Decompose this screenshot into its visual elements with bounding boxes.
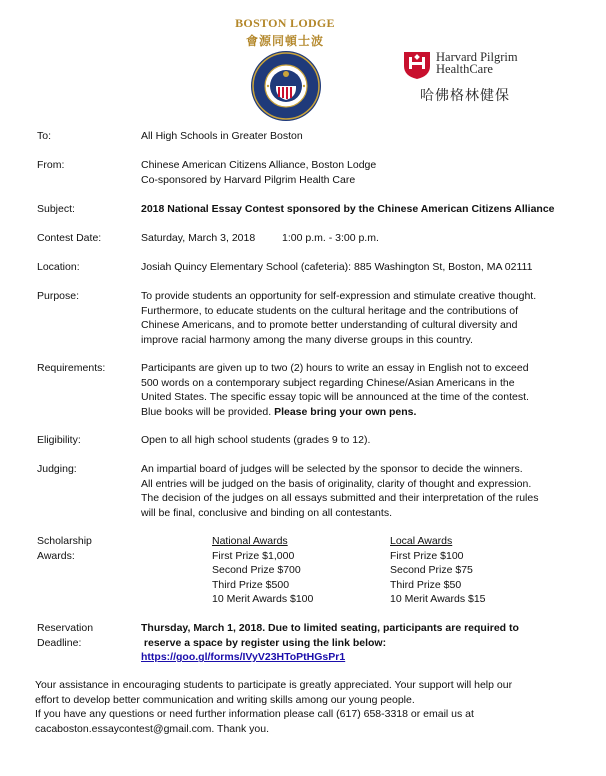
requirements-text [141, 361, 581, 419]
closing-line: If you have any questions or need further information please call (617) 658-3318 or email us at [35, 708, 474, 721]
judging-line: The decision of the judges on all essays submitted and their interpretation of the rules [141, 492, 539, 505]
scholarship-label-line1: Scholarship [37, 535, 92, 547]
local-awards-list [390, 534, 570, 607]
closing-line: effort to develop better communication and writing skills among our young people. [35, 693, 415, 706]
requirements-last-line [141, 405, 581, 420]
local-award-item: 10 Merit Awards $15 [390, 593, 486, 606]
national-award-item: Third Prize $500 [212, 578, 290, 591]
purpose-line: improve racial harmony among the many diverse groups in this country. [141, 333, 473, 346]
location-label: Location: [37, 261, 80, 273]
reservation-label [37, 621, 137, 650]
local-awards-heading: Local Awards [390, 535, 453, 547]
from-value [141, 158, 571, 187]
purpose-line: Furthermore, to educate students on the cultural heritage and the contributions of [141, 304, 519, 317]
subject-value: 2018 National Essay Contest sponsored by the Chinese American Citizens Alliance [141, 203, 555, 215]
judging-line: will be final, conclusive and binding on all contestants. [141, 506, 392, 519]
to-label: To: [37, 130, 52, 142]
contest-time: 1:00 p.m. - 3:00 p.m. [282, 232, 379, 244]
requirements-blue-books: Blue books will be provided. [141, 405, 275, 418]
to-value: All High Schools in Greater Boston [141, 130, 303, 142]
contest-date-value [141, 231, 571, 246]
local-award-item: Second Prize $75 [390, 564, 473, 577]
purpose-text [141, 289, 581, 347]
requirements-line: United States. The specific essay topic will be announced at the time of the contest. [141, 391, 529, 404]
location-value: Josiah Quincy Elementary School (cafeteria): 885 Washington St, Boston, MA 02111 [141, 261, 533, 273]
reservation-line-2: reserve a space by register using the link below: [141, 636, 387, 649]
registration-link[interactable]: https://goo.gl/forms/IVyV23HToPtHGsPr1 [141, 651, 346, 664]
lodge-chinese-name: 會源同頓士波 [245, 34, 324, 48]
requirements-pens-note: Please bring your own pens. [274, 405, 417, 418]
purpose-label: Purpose: [37, 290, 80, 302]
scholarship-label [37, 534, 137, 563]
cacа-seal-logo [250, 50, 322, 122]
national-award-item: First Prize $1,000 [212, 549, 295, 562]
local-award-item: Third Prize $50 [390, 578, 462, 591]
closing-paragraph [35, 678, 575, 736]
judging-line: An impartial board of judges will be selected by the sponsor to decide the winners. [141, 463, 523, 475]
judging-line: All entries will be judged on the basis of originality, clarity of thought and expression. [141, 477, 532, 490]
closing-line: Your assistance in encouraging students to participate is greatly appreciated. Your support will help our [35, 679, 513, 691]
judging-text [141, 462, 581, 520]
hp-line2: HealthCare [436, 62, 493, 76]
subject-label: Subject: [37, 203, 75, 215]
reservation-text [141, 621, 581, 665]
reservation-label-line1: Reservation [37, 622, 94, 634]
judging-label: Judging: [37, 463, 77, 475]
boston-lodge-header [220, 16, 350, 49]
national-award-item: Second Prize $700 [212, 564, 301, 577]
from-label: From: [37, 159, 65, 171]
reservation-label-line2: Deadline: [37, 636, 82, 649]
from-line-1: Chinese American Citizens Alliance, Boston Lodge [141, 159, 377, 171]
harvard-pilgrim-chinese-name: 哈佛格林健保 [420, 88, 510, 104]
contest-date-label: Contest Date: [37, 232, 102, 244]
hp-line1: Harvard Pilgrim [436, 50, 518, 64]
national-awards-heading: National Awards [212, 535, 288, 547]
reservation-line-1: Thursday, March 1, 2018. Due to limited seating, participants are required to [141, 622, 519, 634]
purpose-line: Chinese Americans, and to promote better understanding of cultural diversity and [141, 319, 518, 332]
requirements-line: 500 words on a contemporary subject regarding Chinese/Asian Americans in the [141, 376, 515, 389]
national-award-item: 10 Merit Awards $100 [212, 593, 314, 606]
purpose-line: To provide students an opportunity for self-expression and stimulate creative thought. [141, 290, 537, 302]
scholarship-label-line2: Awards: [37, 549, 75, 562]
harvard-pilgrim-name [436, 51, 518, 75]
local-award-item: First Prize $100 [390, 549, 464, 562]
requirements-line: Participants are given up to two (2) hours to write an essay in English not to exceed [141, 362, 529, 374]
harvard-pilgrim-shield-icon [402, 50, 432, 80]
eligibility-label: Eligibility: [37, 434, 81, 446]
closing-line: cacaboston.essaycontest@gmail.com. Thank you. [35, 722, 269, 735]
requirements-label: Requirements: [37, 362, 106, 374]
lodge-title: BOSTON LODGE [235, 16, 335, 30]
from-line-2: Co-sponsored by Harvard Pilgrim Health Care [141, 173, 356, 186]
contest-date: Saturday, March 3, 2018 [141, 232, 256, 244]
eligibility-value: Open to all high school students (grades 9 to 12). [141, 434, 371, 446]
